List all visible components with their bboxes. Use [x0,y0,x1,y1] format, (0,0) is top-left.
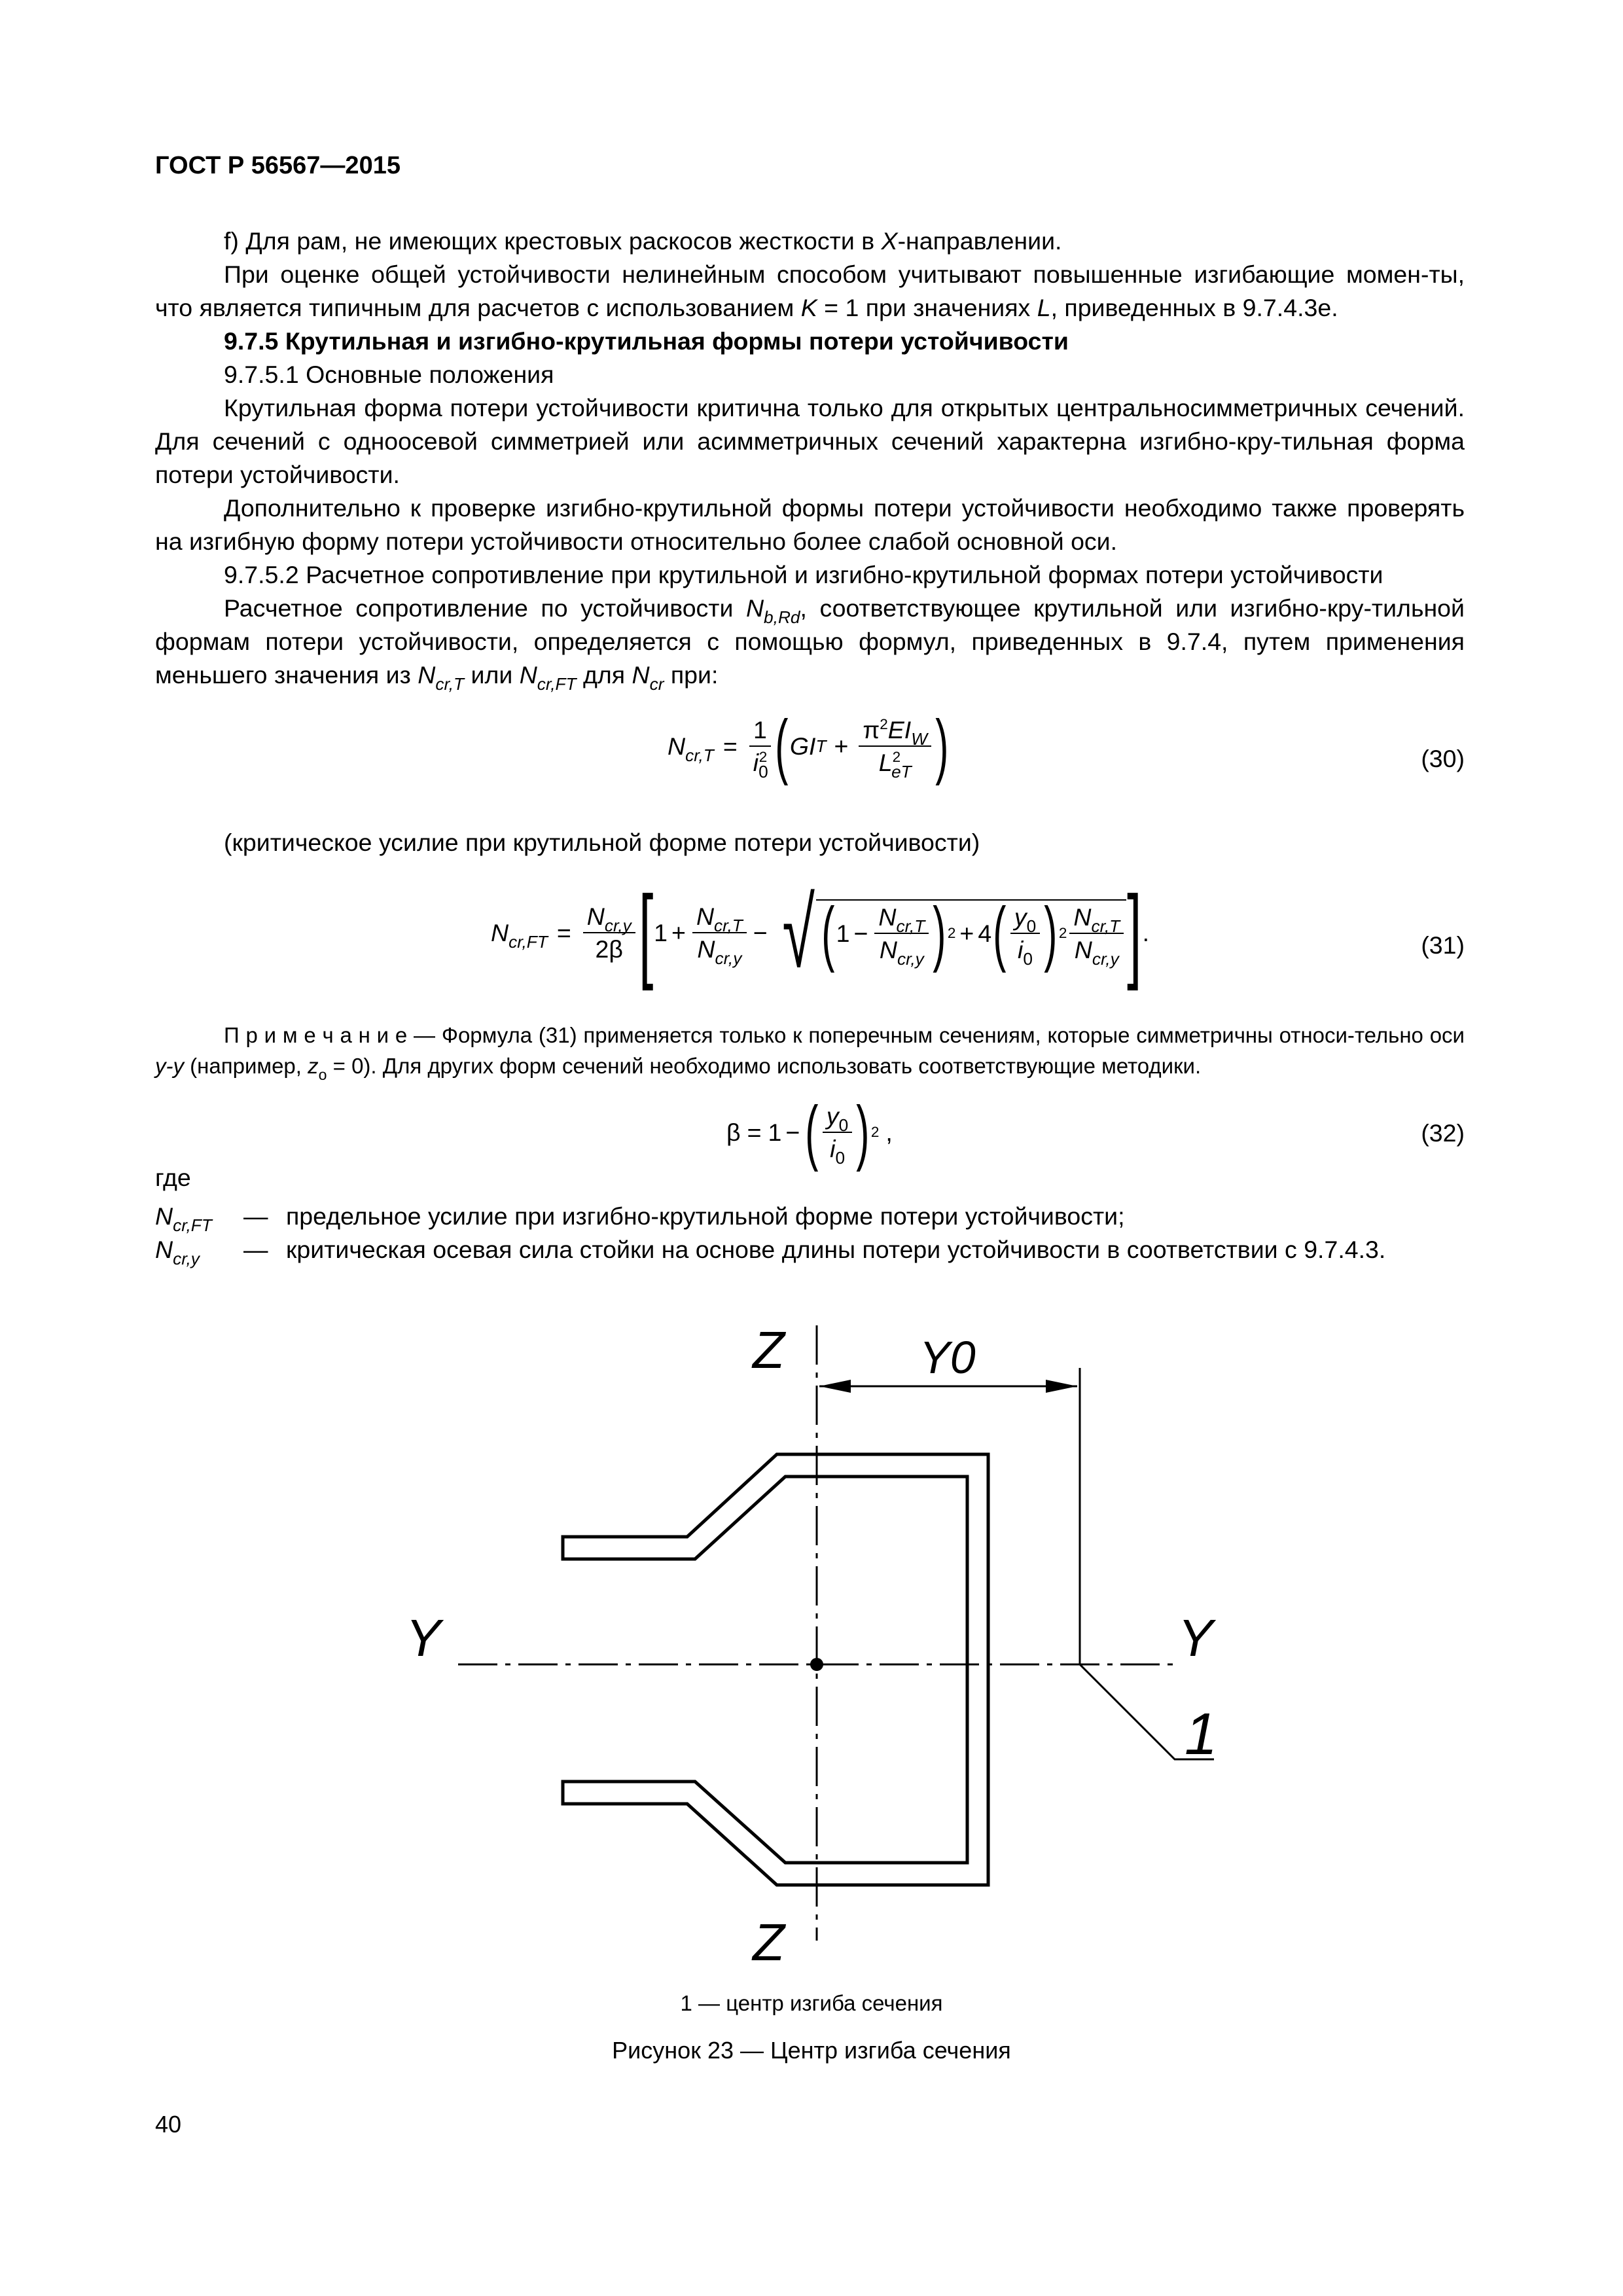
var-l: L [1037,294,1051,321]
equation-number-30: (30) [1421,745,1465,772]
fraction-pi2-eiw-over-let2: $\frac{\pi^2EI_W}{L^2_{eT}}$ [859,715,931,777]
equation-32: β = 1 − ( $\frac{y_0}{i_0}$ ) 2 , [726,1092,893,1172]
text: При оценке общей устойчивости нелинейным способом учитывают повышенные изгибающие момен-ты, что является типичным для расчетов с использованием [155,260,1465,321]
paragraph-additional: Дополнительно к проверке изгибно-крутильной формы потери устойчивости необходимо также проверять на изгибную форму потери устойчивости относительно более слабой основной оси. [155,494,1465,555]
arrow-left [819,1380,851,1393]
arrow-right [1046,1380,1077,1393]
label-y-right: Y [1178,1609,1213,1667]
label-y0: Y0 [919,1332,976,1383]
text: -направлении. [897,227,1062,255]
eq31-lhs: $N_{cr,FT}$ [491,918,548,952]
var-k: K [800,294,817,321]
symbol-n-b-rd: $N_{b,Rd}$ [745,594,800,627]
equation-30: $N_{cr,T}$ = $\frac{1}{i_0^2}$ ( GI T + $\frac{\pi^2EI_W}{L^2_{eT}}$ ) [668,706,949,786]
bracket-left: [ [638,874,654,991]
equals-sign: = [722,732,738,760]
sqrt-body: ( 1 − $\frac{N_{cr,T}}{N_{cr,y}}$ ) 2 + 4 ( $\frac{y_0}{i_0}$ ) 2 $\frac{N_{cr,T}}{N_{cr,y}}$ [816,899,1126,966]
eq30-lhs: $N_{cr,T}$ [668,732,714,765]
text: или [464,661,520,689]
definition-symbol: $N_{cr,y}$ [155,1236,200,1268]
label-y-left: Y [406,1609,441,1667]
document-header: ГОСТ Р 56567—2015 [155,152,401,179]
page-number: 40 [155,2111,182,2138]
section-outline-outer [563,1454,988,1885]
equation-number-31: (31) [1421,931,1465,959]
text: для [576,661,632,689]
definition-n-cr-ft: $N_{cr,FT}$ — предельное усилие при изгибно-крутильной форме потери устойчивости; [155,1200,1465,1233]
text: при: [664,661,719,689]
shear-center-dot [810,1658,823,1671]
paragraph-torsional: Крутильная форма потери устойчивости критична только для открытых центральносимметричных сечений. Для сечений с одноосевой симметрией или асимметричных сечений характерна изгибно-кру-тильная форма потери устойчивости. [155,394,1465,488]
definition-n-cr-y: $N_{cr,y}$ — критическая осевая сила стойки на основе длины потери устойчивости в соответствии с 9.7.4.3. [155,1233,1465,1300]
sqrt-sign: √ [782,878,815,988]
text: = 1 при значениях [817,294,1037,321]
figure-caption: Рисунок 23 — Центр изгиба сечения [612,2037,1011,2064]
paren-right: ) [935,706,949,786]
where-label: где [155,1164,191,1191]
definition-symbol: $N_{cr,FT}$ [155,1202,212,1235]
figure-legend: 1 — центр изгиба сечения [680,1991,943,2015]
label-1: 1 [1185,1702,1218,1767]
label-z-top: Z [753,1321,785,1379]
symbol-n-cr-ft: $N_{cr,FT}$ [519,661,577,694]
bracket-right: ] [1127,874,1142,991]
fraction-ncry-over-2beta: $\frac{N_{cr,y}}{2\beta}$ [583,902,635,963]
equation-31: $N_{cr,FT}$ = $\frac{N_{cr,y}}{2\beta}$ [ 1 + $\frac{N_{cr,T}}{N_{cr,y}}$ − √ ( 1 − $\frac{N_{cr,T}}{N_{cr,y}}$ ) 2 + 4 ( $\frac{y_0}{i_0}$ ) 2 $\frac{N_{cr,T}}{N_{cr,y}}$ ] . [491,874,1150,991]
gi-term: GI [789,732,816,760]
equation-number-32: (32) [1421,1119,1465,1147]
paren-left: ( [775,706,789,786]
fraction-ncrt-over-ncry: $\frac{N_{cr,T}}{N_{cr,y}}$ [692,902,747,963]
text: , приведенных в 9.7.4.3е. [1050,294,1338,321]
symbol-n-cr: $N_{cr}$ [632,661,664,694]
text: , соответствующее крутильной или изгибно-кру-тильной формам потери устойчивости, определяется с помощью формул, приведенных в 9.7.4, путем применения меньшего значения из [155,594,1465,689]
note-label: П р и м е ч а н и е [224,1023,408,1047]
fraction-1-over-i0sq: $\frac{1}{i_0^2}$ [749,715,771,777]
subsection-heading-2: 9.7.5.2 Расчетное сопротивление при крутильной и изгибно-крутильной формах потери устойчивости [224,561,1383,588]
section-heading: 9.7.5 Крутильная и изгибно-крутильная формы потери устойчивости [224,327,1069,355]
note: П р и м е ч а н и е — Формула (31) применяется только к поперечным сечениям, которые симметричны относи-тельно оси y-y (например, $z_o = 0$). Для других форм сечений необходимо использовать соответствующие методики. [155,1023,1465,1083]
symbol-n-cr-t: $N_{cr,T}$ [418,661,465,694]
subsection-heading-1: 9.7.5.1 Основные положения [224,361,554,388]
text: f) Для рам, не имеющих крестовых раскосов жесткости в [224,227,882,255]
paragraph-critical-force-note: (критическое усилие при крутильной форме потери устойчивости) [224,829,980,856]
text: Расчетное сопротивление по устойчивости [224,594,746,622]
label-z-bottom: Z [753,1913,785,1971]
var-x: X [881,227,898,255]
